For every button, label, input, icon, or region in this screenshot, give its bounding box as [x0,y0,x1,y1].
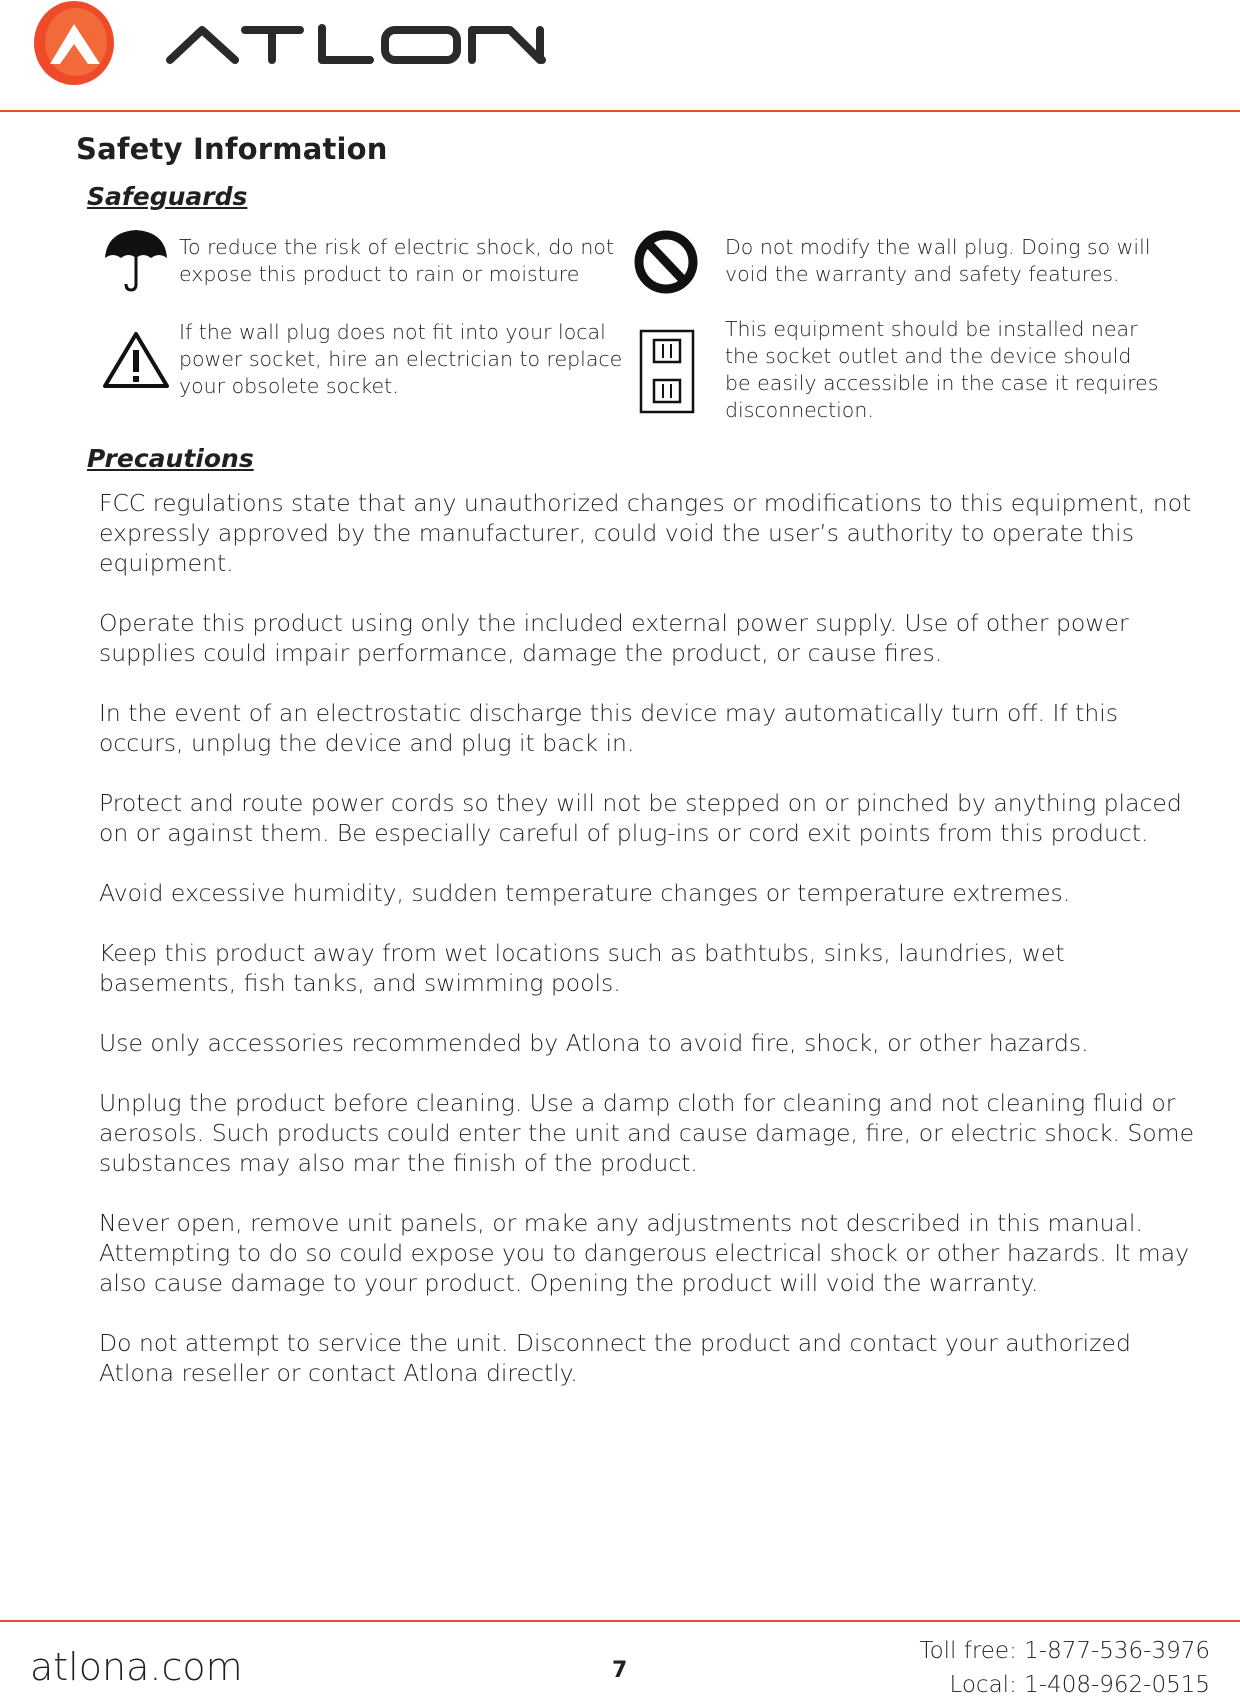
precaution-paragraph: In the event of an electrostatic discharge this device may automatically turn off. If this occurs, unplug the device and plug it back in. [99,699,1119,757]
text-line: This equipment should be installed near [725,317,1138,341]
text-line: power socket, hire an electrician to replace [179,347,623,371]
safeguard-text-2 [725,234,1151,288]
toll-free-number: Toll free: 1-877-536-3976 [919,1638,1210,1664]
outlet-icon [639,329,695,418]
page-title: Safety Information [76,132,388,166]
text-line: void the warranty and safety features. [725,262,1120,286]
local-number: Local: 1-408-962-0515 [949,1672,1210,1698]
no-symbol-icon [633,228,699,300]
safeguard-text-3 [179,319,622,400]
text-line: Do not modify the wall plug. Doing so will [725,235,1151,259]
page-number: 7 [612,1658,628,1683]
text-line: If the wall plug does not fit into your local [179,320,606,344]
safeguard-text-4 [725,316,1158,424]
precaution-paragraph: Protect and route power cords so they will not be stepped on or pinched by anything placed on or against them. Be especially careful of plug-ins or cord exit points from this product. [99,789,1182,847]
text-line: the socket outlet and the device should [725,344,1132,368]
precautions-list [99,488,1209,1418]
precaution-paragraph: Never open, remove unit panels, or make any adjustments not described in this manual. Attempting to do so could expose you to dangerous electrical shock or other hazards. It may also cause damage to your product. Opening the product will void the warranty. [99,1209,1190,1297]
precaution-paragraph: Keep this product away from wet locations such as bathtubs, sinks, laundries, wet basements, fish tanks, and swimming pools. [99,939,1065,997]
precaution-paragraph: Avoid excessive humidity, sudden temperature changes or temperature extremes. [99,879,1071,907]
warning-icon [102,330,170,394]
precaution-paragraph: Do not attempt to service the unit. Disconnect the product and contact your authorized Atlona reseller or contact Atlona directly. [99,1329,1131,1387]
text-line: To reduce the risk of electric shock, do not [179,235,614,259]
text-line: expose this product to rain or moisture [179,262,580,286]
safeguards-heading: Safeguards [87,182,248,211]
text-line: be easily accessible in the case it requires [725,371,1159,395]
precaution-paragraph: Operate this product using only the included external power supply. Use of other power supplies could impair performance, damage the product, or cause fires. [99,609,1129,667]
umbrella-icon [103,228,169,296]
footer-website: atlona.com [30,1645,243,1689]
header-divider [0,110,1240,112]
precaution-paragraph: FCC regulations state that any unauthorized changes or modifications to this equipment, not expressly approved by the manufacturer, could void the user’s authority to operate this equipment. [99,489,1192,577]
footer-divider [0,1620,1240,1622]
atlona-logo [30,0,580,90]
precautions-heading: Precautions [87,444,254,473]
precaution-paragraph: Use only accessories recommended by Atlona to avoid fire, shock, or other hazards. [99,1029,1089,1057]
text-line: disconnection. [725,398,874,422]
safeguard-text-1 [179,234,614,288]
precaution-paragraph: Unplug the product before cleaning. Use a damp cloth for cleaning and not cleaning fluid or aerosols. Such products could enter the unit and cause damage, fire, or electric shock. Some substances may also mar the finish of the product. [99,1089,1195,1177]
text-line: your obsolete socket. [179,374,399,398]
